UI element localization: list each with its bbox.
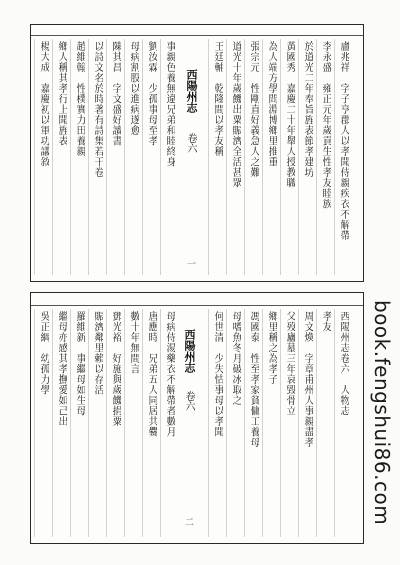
column-rule xyxy=(262,39,263,275)
column-rule xyxy=(34,309,35,537)
text-column: 鄉人稱其孝行上聞旌表 xyxy=(56,41,67,146)
text-column: 鄧光裕 好施與歲饑捐粟 xyxy=(110,311,121,427)
column-rule xyxy=(226,309,227,537)
text-column: 父歿廬墓三年哀毀骨立 xyxy=(284,311,295,416)
column-rule xyxy=(160,39,161,275)
column-rule xyxy=(334,309,335,537)
column-rule xyxy=(142,39,143,275)
text-column: 事親色養無違兄弟和睦終身 xyxy=(164,41,175,167)
column-rule xyxy=(262,309,263,537)
column-rule xyxy=(334,39,335,275)
text-column: 數十年無間言 xyxy=(128,311,139,374)
text-column: 羅維新 事繼母如生母 xyxy=(74,311,85,416)
text-column: 張宗元 性剛直好義急人之難 xyxy=(248,41,259,178)
text-column: 母病割股以進病遂愈 xyxy=(128,41,139,136)
text-column: 西陽州志卷六 人物志 xyxy=(338,311,349,416)
column-rule xyxy=(52,39,53,275)
text-column: 陳其昌 字文盛好讀書 xyxy=(110,41,121,146)
column-rule xyxy=(280,39,281,275)
column-rule xyxy=(88,39,89,275)
text-column: 盧兆祥 字子亨郡人以孝聞侍親疾衣不解帶 xyxy=(338,41,349,241)
text-column: 何世清 少失怙事母以孝聞 xyxy=(212,311,223,437)
top-text-panel xyxy=(30,24,364,282)
top-header-band: 西陽州志 xyxy=(185,69,198,113)
bottom-header-label: 卷六 xyxy=(183,391,194,411)
text-column: 繼母亦感其孝撫愛如己出 xyxy=(56,311,67,427)
column-rule xyxy=(244,39,245,275)
column-rule xyxy=(160,309,161,537)
column-rule xyxy=(88,309,89,537)
site-watermark: book.fengshui86.com xyxy=(370,300,394,526)
text-column: 母嗜魚冬月破冰取之 xyxy=(230,311,241,406)
text-column: 趙維翰 性樸實力田養親 xyxy=(74,41,85,157)
text-column: 於道光二年奉旨旌表節孝建坊 xyxy=(302,41,313,178)
column-rule xyxy=(124,309,125,537)
column-rule xyxy=(208,39,209,275)
column-rule xyxy=(280,309,281,537)
text-column: 母病侍湯藥衣不解帶者數月 xyxy=(164,311,175,437)
column-rule xyxy=(226,39,227,275)
text-column: 李永盛 雍正元年歲貢生性孝友睦族 xyxy=(320,41,331,209)
text-column: 周文煥 字章甫州人事親盡孝 xyxy=(302,311,313,448)
text-column: 孝友 xyxy=(320,311,331,332)
text-column: 黃國秀 嘉慶二十年舉人授教職 xyxy=(284,41,295,188)
column-rule xyxy=(52,309,53,537)
column-rule xyxy=(106,39,107,275)
top-page-marker: 一 xyxy=(187,260,197,270)
column-rule xyxy=(70,39,71,275)
text-column: 賑濟鄰里賴以存活 xyxy=(92,311,103,395)
column-rule xyxy=(208,309,209,537)
text-column: 以詩文名於時著有詩集若干卷 xyxy=(92,41,103,178)
bottom-text-panel xyxy=(30,292,364,544)
bottom-header-band: 西陽州志 xyxy=(183,329,196,373)
column-rule xyxy=(142,309,143,537)
top-header-rule xyxy=(31,35,363,36)
column-rule xyxy=(106,309,107,537)
column-rule xyxy=(316,309,317,537)
bottom-header-rule xyxy=(31,305,363,306)
text-column: 唐應時 兄弟五人同居共爨 xyxy=(146,311,157,437)
column-rule xyxy=(34,39,35,275)
column-rule xyxy=(298,39,299,275)
column-rule xyxy=(316,39,317,275)
text-column: 楊大成 嘉慶初以軍功議敘 xyxy=(38,41,49,167)
text-column: 道光十年歲饑出粟賑濟全活甚眾 xyxy=(230,41,241,188)
text-column: 劉汝霖 少孤事母至孝 xyxy=(146,41,157,146)
top-header-label: 卷六 xyxy=(185,133,196,153)
column-rule xyxy=(124,39,125,275)
bottom-page-marker: 二 xyxy=(185,518,195,528)
text-column: 馮國泰 性至孝家貧傭工養母 xyxy=(248,311,259,448)
text-column: 鄉里稱之為孝子 xyxy=(266,311,277,385)
column-rule xyxy=(70,309,71,537)
column-rule xyxy=(244,309,245,537)
text-column: 王廷輔 乾隆間以孝友稱 xyxy=(212,41,223,157)
text-column: 為人端方學問淵博鄉里推重 xyxy=(266,41,277,167)
column-rule xyxy=(298,309,299,537)
text-column: 吳正綱 幼孤力學 xyxy=(38,311,49,395)
